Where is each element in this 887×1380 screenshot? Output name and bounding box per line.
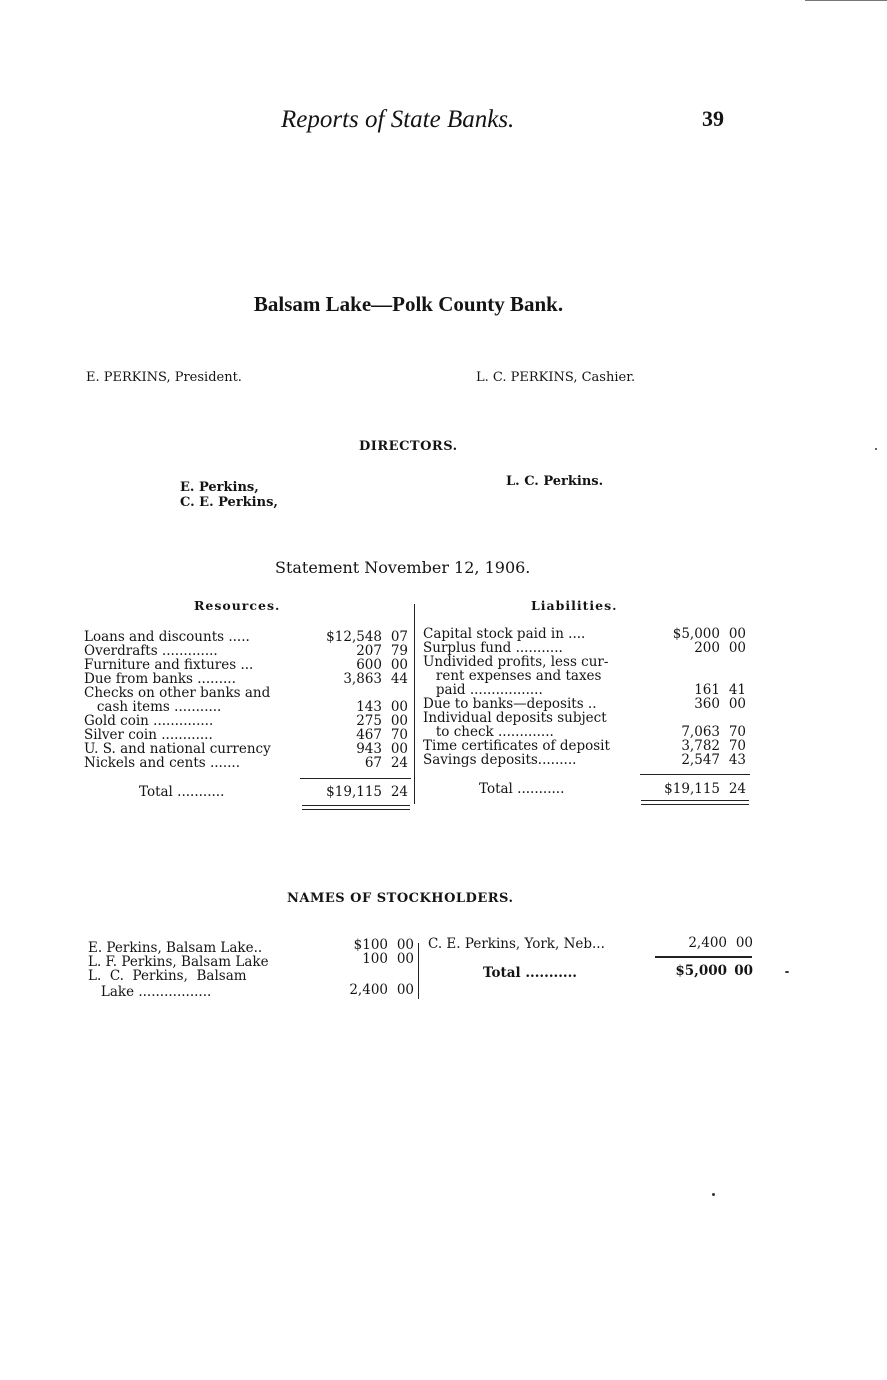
amount-cents: 70 <box>728 738 746 754</box>
liabilities-total-cents: 24 <box>728 781 746 797</box>
director-name: L. C. Perkins. <box>506 474 604 489</box>
list-item: to check ............. <box>423 724 554 740</box>
stockholders-total-label: Total ........... <box>483 965 578 981</box>
amount-cents: 44 <box>390 671 408 687</box>
list-item: L. F. Perkins, Balsam Lake <box>88 954 269 970</box>
amount-cents: 00 <box>390 741 408 757</box>
amount-dollars: 467 <box>356 727 382 743</box>
list-item: Due to banks—deposits .. <box>423 696 597 712</box>
amount-cents: 00 <box>390 699 408 715</box>
amount-cents: 07 <box>390 629 408 645</box>
amount-cents: 00 <box>728 626 746 642</box>
list-item: E. Perkins, Balsam Lake.. <box>88 940 263 956</box>
amount-dollars: 3,782 <box>681 738 720 754</box>
list-item: Time certificates of deposit <box>423 738 610 754</box>
running-title: Reports of State Banks. <box>281 106 515 133</box>
cashier-line: L. C. PERKINS, Cashier. <box>476 370 636 385</box>
amount-cents: 00 <box>390 657 408 673</box>
list-item: Undivided profits, less cur- <box>423 654 609 670</box>
amount-cents: 70 <box>728 724 746 740</box>
list-item: U. S. and national currency <box>84 741 271 757</box>
scan-speck <box>875 448 877 450</box>
list-item: Checks on other banks and <box>84 685 271 701</box>
total-rule <box>655 956 752 958</box>
amount-dollars: 67 <box>364 755 382 771</box>
liabilities-heading: Liabilities. <box>531 598 618 613</box>
amount-cents: 43 <box>728 752 746 768</box>
list-item: Furniture and fixtures ... <box>84 657 254 673</box>
list-item: Nickels and cents ....... <box>84 755 241 771</box>
list-item: Lake ................. <box>88 984 212 1000</box>
list-item: paid ................. <box>423 682 543 698</box>
list-item: Due from banks ......... <box>84 671 236 687</box>
resources-heading: Resources. <box>194 598 281 613</box>
list-item: cash items ........... <box>84 699 222 715</box>
amount-cents: 00 <box>728 640 746 656</box>
list-item: C. E. Perkins, York, Neb... <box>428 936 605 952</box>
amount-dollars: 161 <box>694 682 720 698</box>
amount-dollars: 943 <box>356 741 382 757</box>
list-item: Surplus fund ........... <box>423 640 563 656</box>
amount-dollars: 600 <box>356 657 382 673</box>
amount-cents: 41 <box>728 682 746 698</box>
amount-cents: 70 <box>390 727 408 743</box>
amount-cents: 00 <box>396 982 414 998</box>
amount-dollars: $100 <box>353 937 388 953</box>
stockholders-total-dollars: $5,000 <box>675 963 727 979</box>
list-item: Loans and discounts ..... <box>84 629 250 645</box>
column-divider <box>418 943 419 999</box>
list-item: Individual deposits subject <box>423 710 607 726</box>
amount-cents: 00 <box>728 696 746 712</box>
list-item: rent expenses and taxes <box>423 668 602 684</box>
liabilities-total-label: Total ........... <box>479 781 565 797</box>
stockholders-total-cents: 00 <box>734 963 753 979</box>
resources-total-label: Total ........... <box>139 784 225 800</box>
resources-total-cents: 24 <box>390 784 408 800</box>
list-item: Silver coin ............ <box>84 727 213 743</box>
list-item: Capital stock paid in .... <box>423 626 586 642</box>
amount-cents: 00 <box>396 937 414 953</box>
amount-dollars: 3,863 <box>343 671 382 687</box>
amount-dollars: 2,547 <box>681 752 720 768</box>
list-item: Gold coin .............. <box>84 713 214 729</box>
president-line: E. PERKINS, President. <box>86 370 242 385</box>
amount-cents: 79 <box>390 643 408 659</box>
amount-dollars: 2,400 <box>349 982 388 998</box>
scan-speck <box>712 1193 715 1196</box>
amount-cents: 00 <box>390 713 408 729</box>
amount-dollars: 143 <box>356 699 382 715</box>
double-rule <box>302 805 410 806</box>
director-name: E. Perkins, <box>180 480 259 495</box>
amount-cents: 00 <box>396 951 414 967</box>
liabilities-total-dollars: $19,115 <box>664 781 720 797</box>
amount-dollars: 360 <box>694 696 720 712</box>
amount-dollars: 2,400 <box>688 935 727 951</box>
column-divider <box>414 604 415 804</box>
stockholders-heading: NAMES OF STOCKHOLDERS. <box>287 891 514 906</box>
list-item: Overdrafts ............. <box>84 643 218 659</box>
resources-total-dollars: $19,115 <box>326 784 382 800</box>
total-rule <box>640 774 750 775</box>
amount-dollars: $5,000 <box>672 626 720 642</box>
amount-dollars: $12,548 <box>326 629 382 645</box>
amount-cents: 00 <box>735 935 753 951</box>
scan-speck <box>785 971 789 973</box>
directors-heading: DIRECTORS. <box>359 439 458 454</box>
double-rule <box>302 809 410 810</box>
amount-dollars: 275 <box>356 713 382 729</box>
total-rule <box>300 778 411 779</box>
amount-dollars: 7,063 <box>681 724 720 740</box>
double-rule <box>641 804 749 805</box>
amount-dollars: 200 <box>694 640 720 656</box>
list-item: Savings deposits......... <box>423 752 577 768</box>
double-rule <box>641 800 749 801</box>
scan-edge-line <box>805 0 887 1</box>
list-item: L. C. Perkins, Balsam <box>88 968 247 984</box>
statement-title: Statement November 12, 1906. <box>275 558 531 577</box>
amount-cents: 24 <box>390 755 408 771</box>
page-number: 39 <box>702 106 724 131</box>
amount-dollars: 207 <box>356 643 382 659</box>
bank-title: Balsam Lake—Polk County Bank. <box>253 292 564 316</box>
amount-dollars: 100 <box>362 951 388 967</box>
director-name: C. E. Perkins, <box>180 495 278 510</box>
